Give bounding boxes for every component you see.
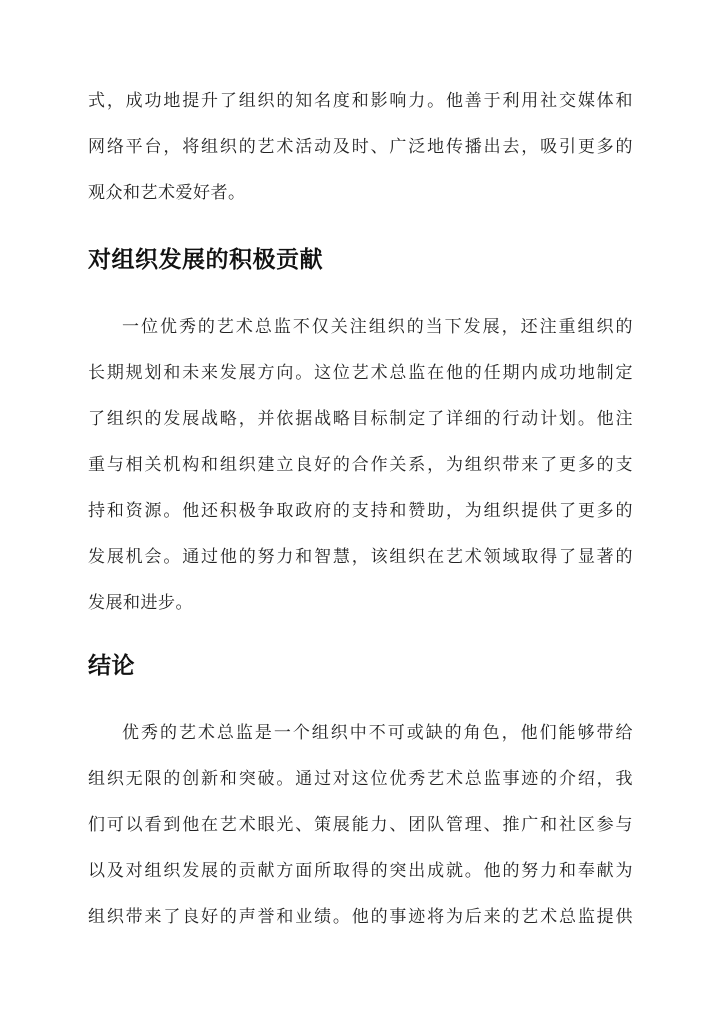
paragraph-line: 观众和艺术爱好者。 — [88, 183, 246, 203]
paragraph-line: 长期规划和未来发展方向。这位艺术总监在他的任期内成功地制定 — [88, 363, 633, 383]
paragraph-line: 组织带来了良好的声誉和业绩。他的事迹将为后来的艺术总监提供 — [88, 907, 633, 927]
paragraph-line: 组织无限的创新和突破。通过对这位优秀艺术总监事迹的介绍，我 — [88, 769, 633, 789]
paragraph-line: 发展机会。通过他的努力和智慧，该组织在艺术领域取得了显著的 — [88, 547, 633, 567]
paragraph-line: 一位优秀的艺术总监不仅关注组织的当下发展，还注重组织的 — [122, 317, 633, 337]
paragraph-line: 持和资源。他还积极争取政府的支持和赞助，为组织提供了更多的 — [88, 501, 633, 521]
paragraph-line: 式，成功地提升了组织的知名度和影响力。他善于利用社交媒体和 — [88, 91, 633, 111]
paragraph-line: 优秀的艺术总监是一个组织中不可或缺的角色，他们能够带给 — [122, 723, 633, 743]
paragraph-line: 以及对组织发展的贡献方面所取得的突出成就。他的努力和奉献为 — [88, 861, 633, 881]
paragraph-line: 重与相关机构和组织建立良好的合作关系，为组织带来了更多的支 — [88, 455, 633, 475]
paragraph-line: 了组织的发展战略，并依据战略目标制定了详细的行动计划。他注 — [88, 409, 633, 429]
paragraph-line: 发展和进步。 — [88, 593, 193, 613]
document-page — [88, 78, 633, 940]
section-heading-conclusion: 结论 — [88, 653, 135, 679]
intro-paragraph — [88, 78, 633, 216]
section-heading-contributions: 对组织发展的积极贡献 — [88, 247, 323, 273]
contributions-paragraph — [88, 304, 633, 626]
paragraph-line: 网络平台，将组织的艺术活动及时、广泛地传播出去，吸引更多的 — [88, 137, 633, 157]
paragraph-line: 们可以看到他在艺术眼光、策展能力、团队管理、推广和社区参与 — [88, 815, 633, 835]
conclusion-paragraph — [88, 710, 633, 940]
